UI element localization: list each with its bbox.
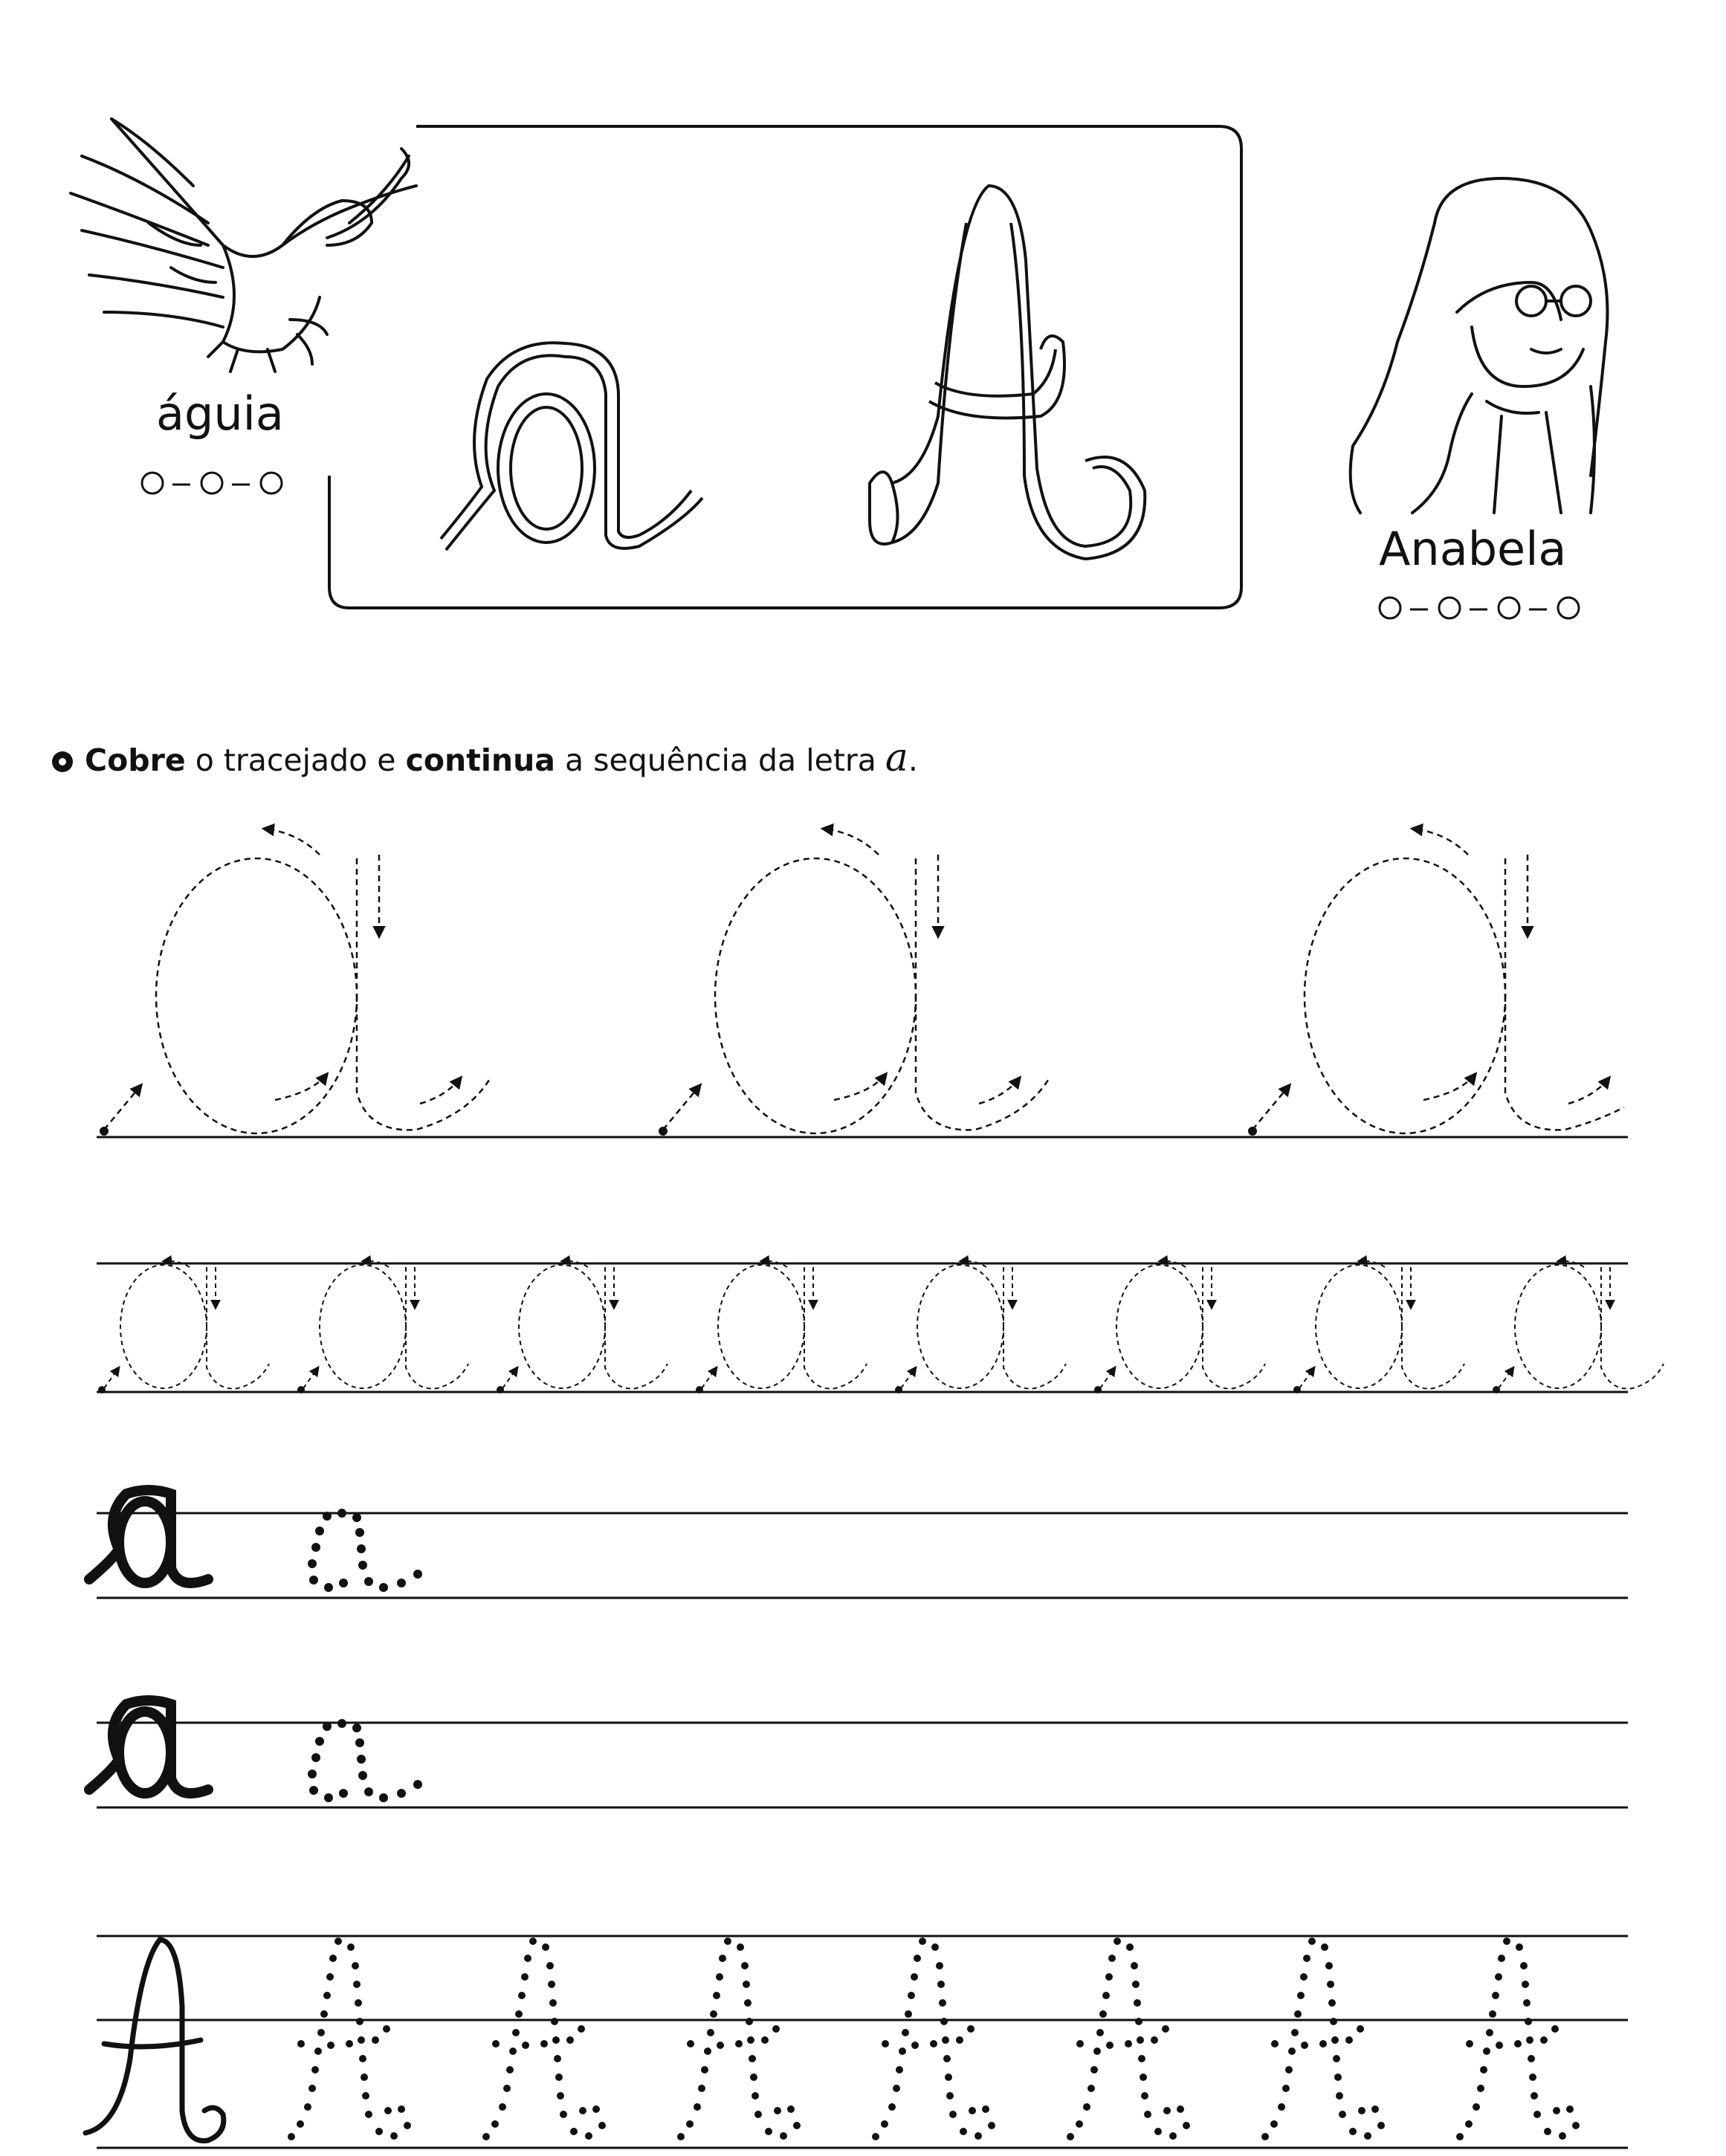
instruction-text-1: o tracejado e [195, 742, 396, 778]
instruction-verb-continua: continua [405, 742, 555, 778]
eagle-illustration [71, 119, 416, 372]
large-trace-a [659, 829, 1050, 1136]
model-letter-box [329, 126, 1241, 608]
lower-a-row-2 [89, 1700, 422, 1802]
lower-a-row-1 [89, 1490, 422, 1592]
syllable-icons-aguia [142, 473, 282, 493]
word-aguia: águia [156, 386, 284, 441]
upper-a-row [85, 1938, 1580, 2141]
instruction-text-2: a sequência da letra [564, 742, 876, 778]
model-lowercase-a [441, 343, 702, 550]
instruction-end: . [908, 742, 918, 778]
small-trace-a [98, 1261, 269, 1393]
bullet-icon [52, 751, 73, 772]
instruction-verb-cobre: Cobre [85, 742, 186, 778]
instruction-letter: a [885, 736, 908, 780]
dotted-upper-a [288, 1938, 411, 2140]
word-anabela: Anabela [1379, 522, 1567, 576]
small-trace-row [98, 1261, 1664, 1393]
dotted-lower-a [308, 1719, 422, 1802]
anabela-illustration [1351, 178, 1608, 513]
model-uppercase-a [870, 186, 1145, 559]
solid-upper-a [85, 1940, 224, 2141]
large-trace-a [1248, 829, 1624, 1136]
dotted-lower-a [308, 1509, 422, 1592]
syllable-icons-anabela [1380, 598, 1579, 618]
large-trace-a [100, 829, 491, 1136]
instruction [52, 736, 918, 780]
large-trace-row [100, 829, 1624, 1136]
